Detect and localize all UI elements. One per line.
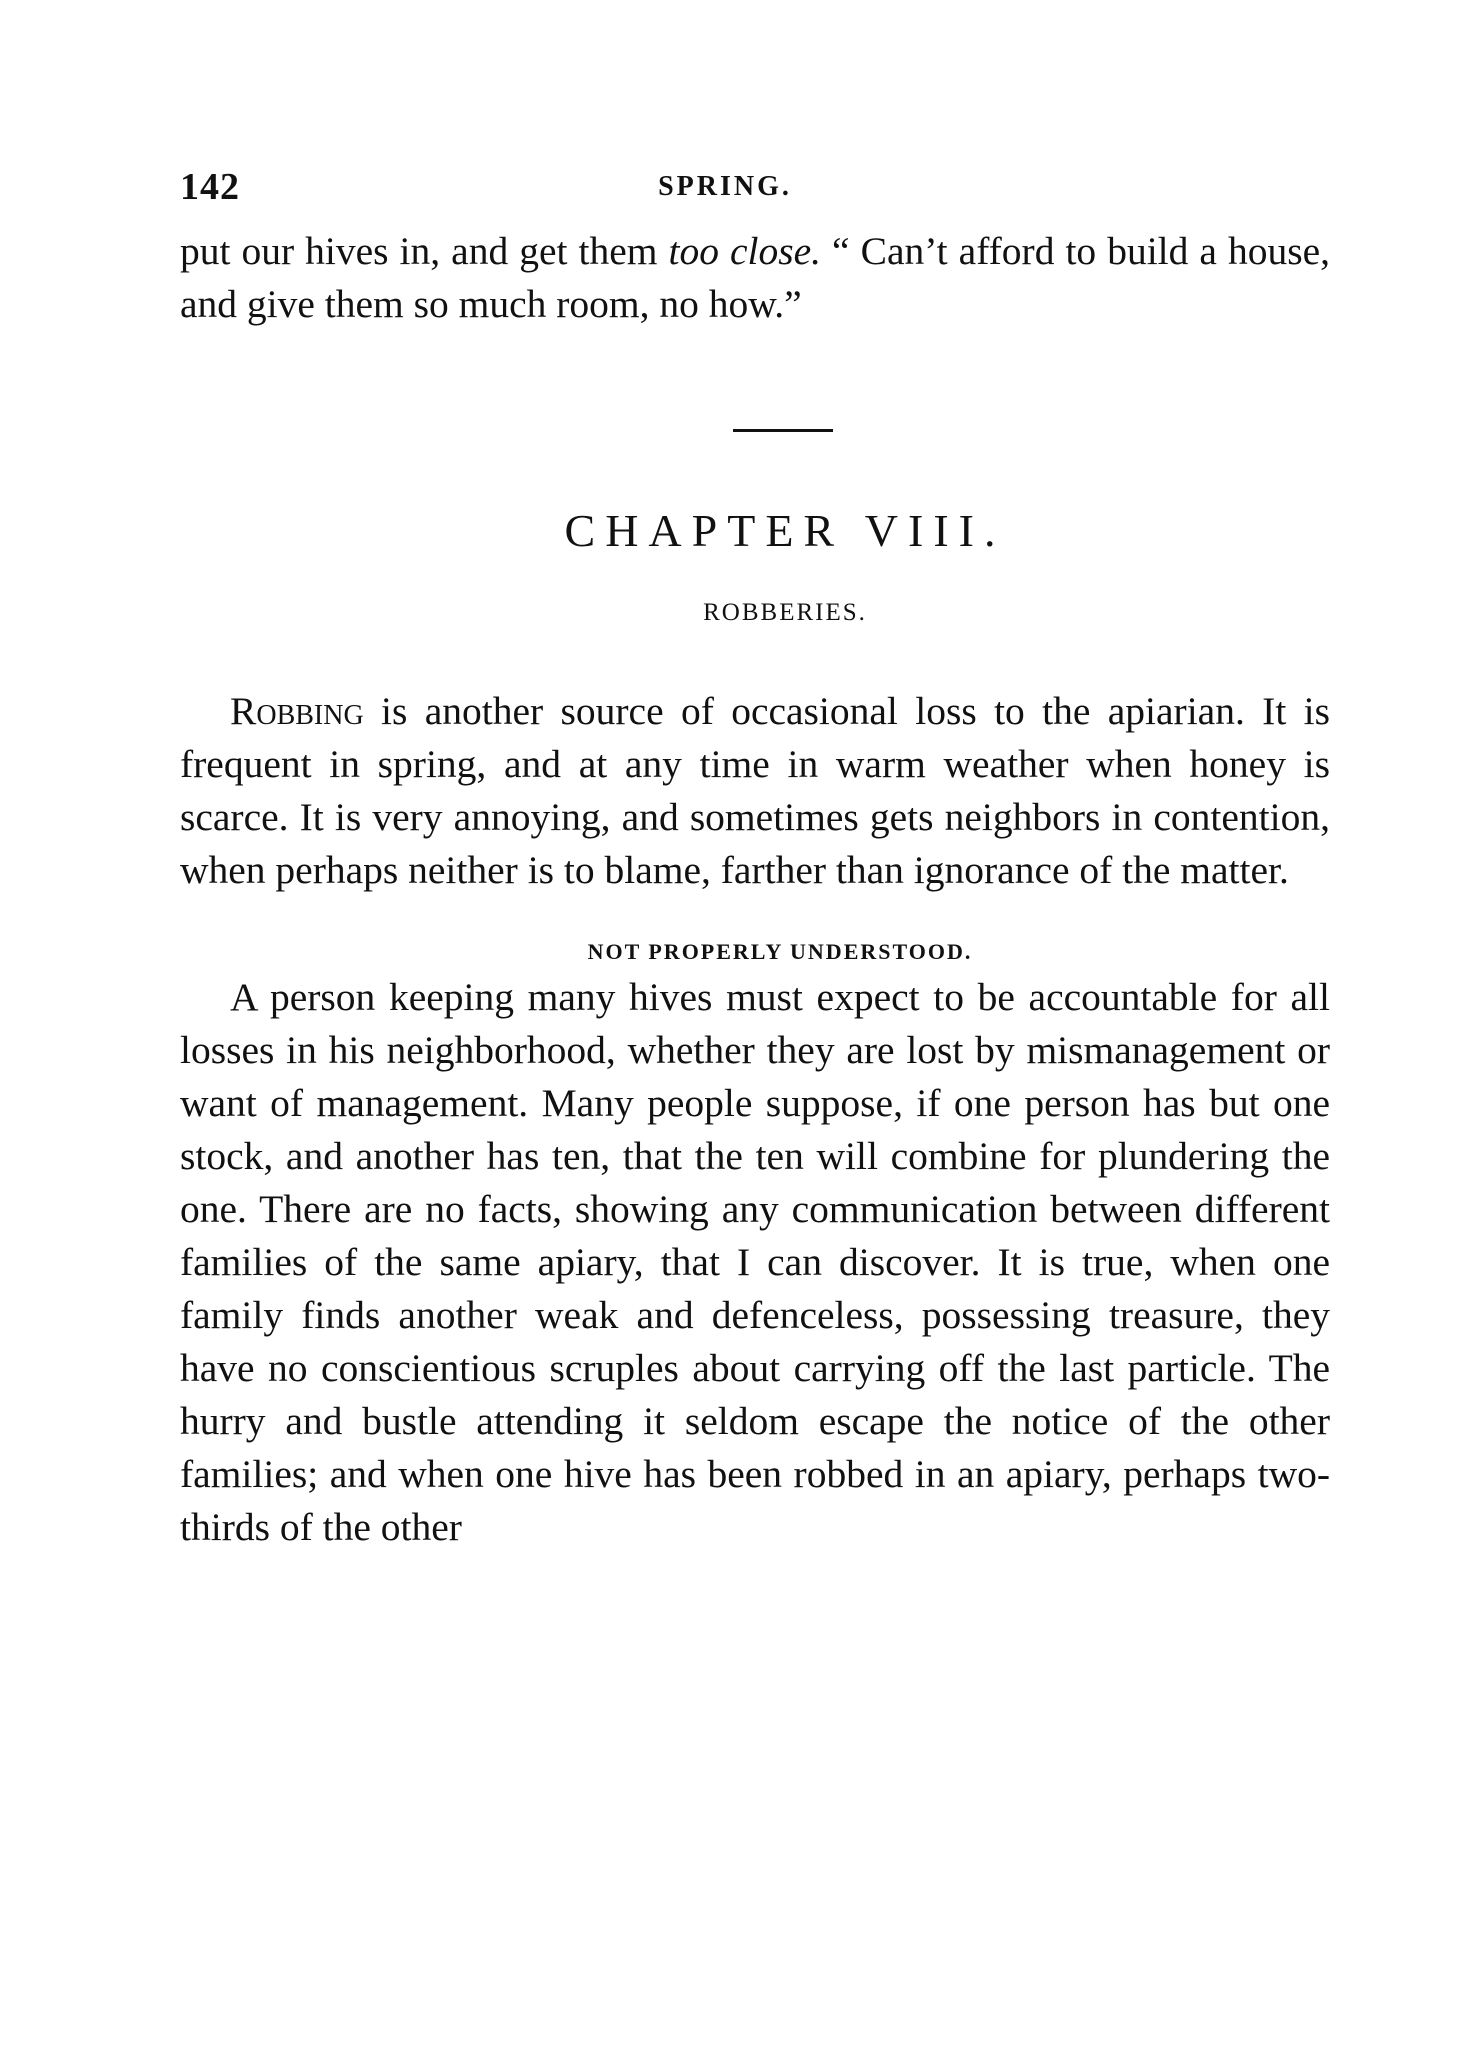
running-head [180,165,1330,225]
section-title: NOT PROPERLY UNDERSTOOD. [587,939,973,964]
section-divider [733,429,833,432]
continuation-italic: too close. [668,229,822,273]
section-paragraph: A person keeping many hives must expect to be accountable for all losses in his neighborhood, whether they are lost by mismanagement or want of management. Many people suppose, if one person has but one stock, and another has ten, that the ten will combine for plundering the one. There are no facts, showing any communication between different families of the same apiary, that I can discover. It is true, when one family finds another weak and defenceless, possessing treasure, they have no conscientious scruples about carrying off the last particle. The hurry and bustle attending it seldom escape the notice of the other families; and when one hive has been robbed in an apiary, perhaps two-thirds of the other [180,975,1330,1549]
page-number: 142 [180,166,240,208]
intro-paragraph [180,685,1330,897]
intro-text: is another source of occasional loss to the apiarian. It is frequent in spring, and at any time in warm weather when honey is scarce. It is very annoying, and sometimes gets neighbors in contention, when perhaps neither is to blame, farther than ignorance of the matter. [180,689,1330,892]
intro-lead-word: Robbing [230,689,364,733]
continuation-text-end: “ Can’t afford to build a house, and give them so much room, no how.” [180,229,1330,326]
chapter-subtitle: ROBBERIES. [703,599,867,626]
book-page [180,165,1330,1554]
continuation-paragraph [180,225,1330,331]
continuation-text-start: put our hives in, and get them [180,229,669,273]
chapter-heading: CHAPTER VIII. [564,505,1006,556]
running-title: SPRING. [658,171,792,202]
